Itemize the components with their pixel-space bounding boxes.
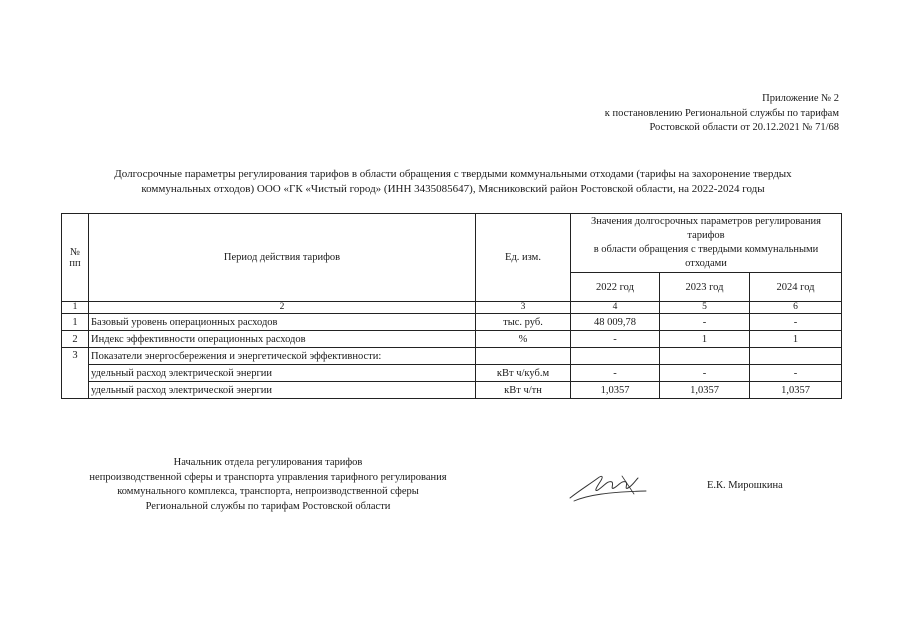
position-line-2: непроизводственной сферы и транспорта управления тарифного регулирования: [89, 471, 447, 483]
row-value-2022: -: [571, 331, 660, 348]
appendix-number: Приложение № 2: [762, 93, 839, 104]
header-row: [62, 214, 842, 273]
signatory-name: Е.К. Мирошкина: [707, 480, 783, 491]
header-values-group: Значения долгосрочных параметров регулирования тарифов в области обращения с твердыми коммунальными отходами: [571, 214, 842, 273]
table-row: [62, 382, 842, 399]
row-name: Базовый уровень операционных расходов: [89, 314, 476, 331]
row-value-2022: [571, 348, 660, 365]
column-index: 3: [476, 302, 571, 314]
table-row: [62, 348, 842, 365]
table-row: [62, 365, 842, 382]
signatory-position: [62, 456, 474, 514]
column-index: 6: [750, 302, 842, 314]
row-name: удельный расход электрической энергии: [89, 382, 476, 399]
row-unit: кВт ч/куб.м: [476, 365, 571, 382]
row-unit: кВт ч/тн: [476, 382, 571, 399]
appendix-header: [605, 92, 839, 136]
parameters-table: [61, 213, 842, 399]
row-value-2023: [660, 348, 750, 365]
title-line-2: коммунальных отходов) ООО «ГК «Чистый город» (ИНН 3435085647), Мясниковский район Ростовской области, на 2022-2024 годы: [141, 183, 765, 195]
handwritten-signature: [568, 468, 648, 504]
appendix-date: Ростовской области от 20.12.2021 № 71/68: [649, 122, 839, 133]
row-name: Показатели энергосбережения и энергетической эффективности:: [89, 348, 476, 365]
header-num: № пп: [62, 214, 89, 302]
row-unit: тыс. руб.: [476, 314, 571, 331]
row-value-2024: [750, 348, 842, 365]
header-year-2024: 2024 год: [750, 273, 842, 302]
header-year-2023: 2023 год: [660, 273, 750, 302]
row-value-2024: -: [750, 314, 842, 331]
column-index: 4: [571, 302, 660, 314]
row-name: Индекс эффективности операционных расходов: [89, 331, 476, 348]
document-title: [60, 167, 846, 197]
position-line-1: Начальник отдела регулирования тарифов: [173, 457, 363, 468]
row-value-2022: 1,0357: [571, 382, 660, 399]
row-unit: %: [476, 331, 571, 348]
header-year-2022: 2022 год: [571, 273, 660, 302]
title-line-1: Долгосрочные параметры регулирования тарифов в области обращения с твердыми коммунальными отходами (тарифы на захоронение твердых: [114, 168, 792, 180]
row-name: удельный расход электрической энергии: [89, 365, 476, 382]
column-index: 5: [660, 302, 750, 314]
row-value-2024: -: [750, 365, 842, 382]
header-period: Период действия тарифов: [89, 214, 476, 302]
row-value-2023: 1,0357: [660, 382, 750, 399]
position-line-4: Региональной службы по тарифам Ростовской области: [145, 500, 391, 512]
row-unit: [476, 348, 571, 365]
row-value-2022: 48 009,78: [571, 314, 660, 331]
row-value-2023: 1: [660, 331, 750, 348]
table-row: [62, 314, 842, 331]
header-unit: Ед. изм.: [476, 214, 571, 302]
row-value-2023: -: [660, 365, 750, 382]
column-index: 1: [62, 302, 89, 314]
row-num: 1: [62, 314, 89, 331]
appendix-reference: к постановлению Региональной службы по тарифам: [604, 107, 839, 119]
table-row: [62, 331, 842, 348]
row-value-2023: -: [660, 314, 750, 331]
row-value-2024: 1: [750, 331, 842, 348]
row-value-2024: 1,0357: [750, 382, 842, 399]
row-num: 2: [62, 331, 89, 348]
column-index: 2: [89, 302, 476, 314]
position-line-3: коммунального комплекса, транспорта, непроизводственной сферы: [117, 486, 419, 497]
row-num: 3: [62, 348, 89, 399]
row-value-2022: -: [571, 365, 660, 382]
column-index-row: [62, 302, 842, 314]
